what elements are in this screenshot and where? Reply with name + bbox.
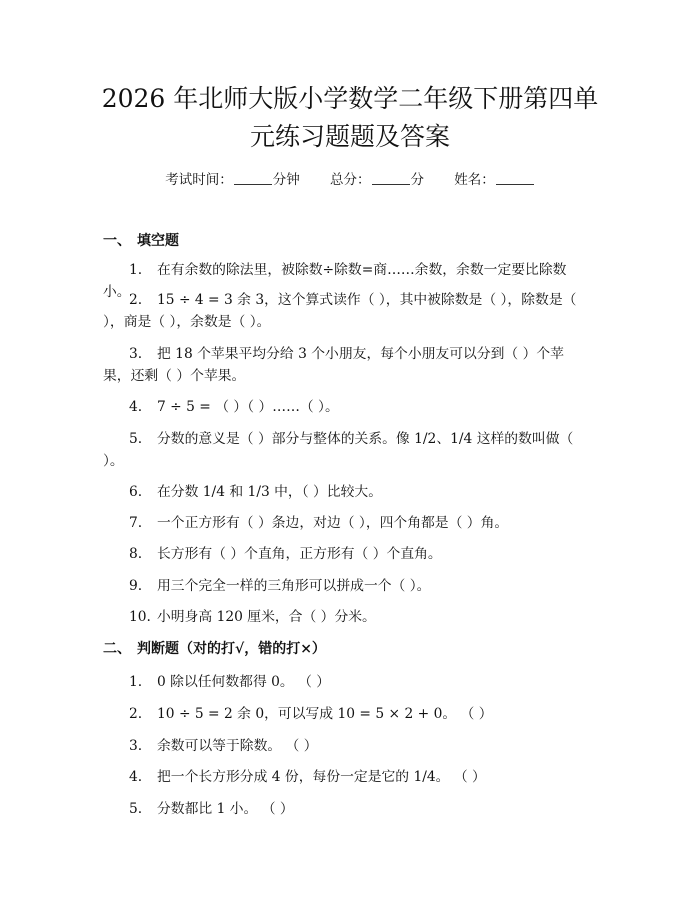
question-item: [103, 396, 588, 418]
section-heading-fill-blanks: [103, 231, 179, 251]
question-text: 在有余数的除法里，被除数÷除数=商……余数，余数一定要比除数小。: [103, 262, 567, 300]
question-number: 1.: [129, 674, 143, 690]
student-name-label: 姓名：: [454, 172, 495, 188]
question-item: [103, 543, 588, 565]
question-item: [103, 575, 588, 597]
exam-info-row: [0, 170, 700, 190]
question-item: [103, 671, 588, 693]
section-title: 填空题: [137, 233, 179, 249]
title-line-1: 2026 年北师大版小学数学二年级下册第四单: [101, 84, 599, 113]
exam-time-blank: [234, 171, 272, 185]
question-number: 4.: [129, 399, 143, 415]
question-item: [103, 606, 588, 628]
question-text: 0 除以任何数都得 0。 （ ）: [157, 674, 331, 690]
question-number: 5.: [129, 431, 143, 447]
question-text: 在分数 1/4 和 1/3 中，（ ）比较大。: [157, 484, 382, 500]
question-text: 小明身高 120 厘米，合（ ）分米。: [157, 609, 376, 625]
question-item: [103, 343, 588, 387]
question-text: 一个正方形有（ ）条边，对边（ ），四个角都是（ ）角。: [157, 515, 509, 531]
question-number: 3.: [129, 346, 143, 362]
question-text: 10 ÷ 5 = 2 余 0，可以写成 10 = 5 × 2 + 0。 （ ）: [157, 706, 493, 722]
total-score-blank: [372, 171, 410, 185]
exam-time-unit: 分钟: [272, 172, 300, 188]
question-number: 4.: [129, 769, 143, 785]
question-text: 分数都比 1 小。 （ ）: [157, 801, 294, 817]
question-text: 把 18 个苹果平均分给 3 个小朋友，每个小朋友可以分到（ ）个苹果，还剩（ ）个苹果。: [103, 346, 564, 384]
question-item: [103, 512, 588, 534]
title-line-2: 元练习题题及答案: [249, 122, 450, 151]
question-item: [103, 798, 588, 820]
student-name-blank: [496, 171, 534, 185]
question-number: 5.: [129, 801, 143, 817]
question-number: 10.: [129, 609, 151, 625]
question-item: [103, 481, 588, 503]
question-number: 3.: [129, 738, 143, 754]
student-name-field: [454, 170, 535, 190]
section-number: 二、: [103, 641, 131, 657]
total-score-field: [330, 170, 424, 190]
question-item: [103, 428, 588, 472]
question-text: 长方形有（ ）个直角，正方形有（ ）个直角。: [157, 546, 442, 562]
total-score-label: 总分：: [330, 172, 371, 188]
question-text: 7 ÷ 5 = （ ）（ ）……（ ）。: [157, 399, 339, 415]
section-number: 一、: [103, 233, 131, 249]
question-text: 15 ÷ 4 = 3 余 3，这个算式读作（ ），其中被除数是（ ），除数是（ ），商是（ ），余数是（ ）。: [103, 292, 577, 330]
question-number: 2.: [129, 292, 143, 308]
question-item: [103, 766, 588, 788]
question-text: 分数的意义是（ ）部分与整体的关系。像 1/2、1/4 这样的数叫做（ ）。: [103, 431, 574, 469]
question-text: 把一个长方形分成 4 份，每份一定是它的 1/4。 （ ）: [157, 769, 486, 785]
question-text: 余数可以等于除数。 （ ）: [157, 738, 318, 754]
total-score-unit: 分: [410, 172, 424, 188]
document-title: [60, 80, 640, 156]
question-number: 2.: [129, 706, 143, 722]
exam-time-label: 考试时间：: [165, 172, 233, 188]
question-number: 7.: [129, 515, 143, 531]
exam-time-field: [165, 170, 300, 190]
question-text: 用三个完全一样的三角形可以拼成一个（ ）。: [157, 578, 431, 594]
section-title: 判断题（对的打√，错的打×）: [137, 641, 326, 657]
question-item: [103, 735, 588, 757]
section-heading-true-false: [103, 639, 326, 659]
question-number: 8.: [129, 546, 143, 562]
question-item: [103, 703, 588, 725]
question-number: 6.: [129, 484, 143, 500]
question-number: 1.: [129, 262, 143, 278]
question-number: 9.: [129, 578, 143, 594]
question-item: [103, 289, 588, 333]
